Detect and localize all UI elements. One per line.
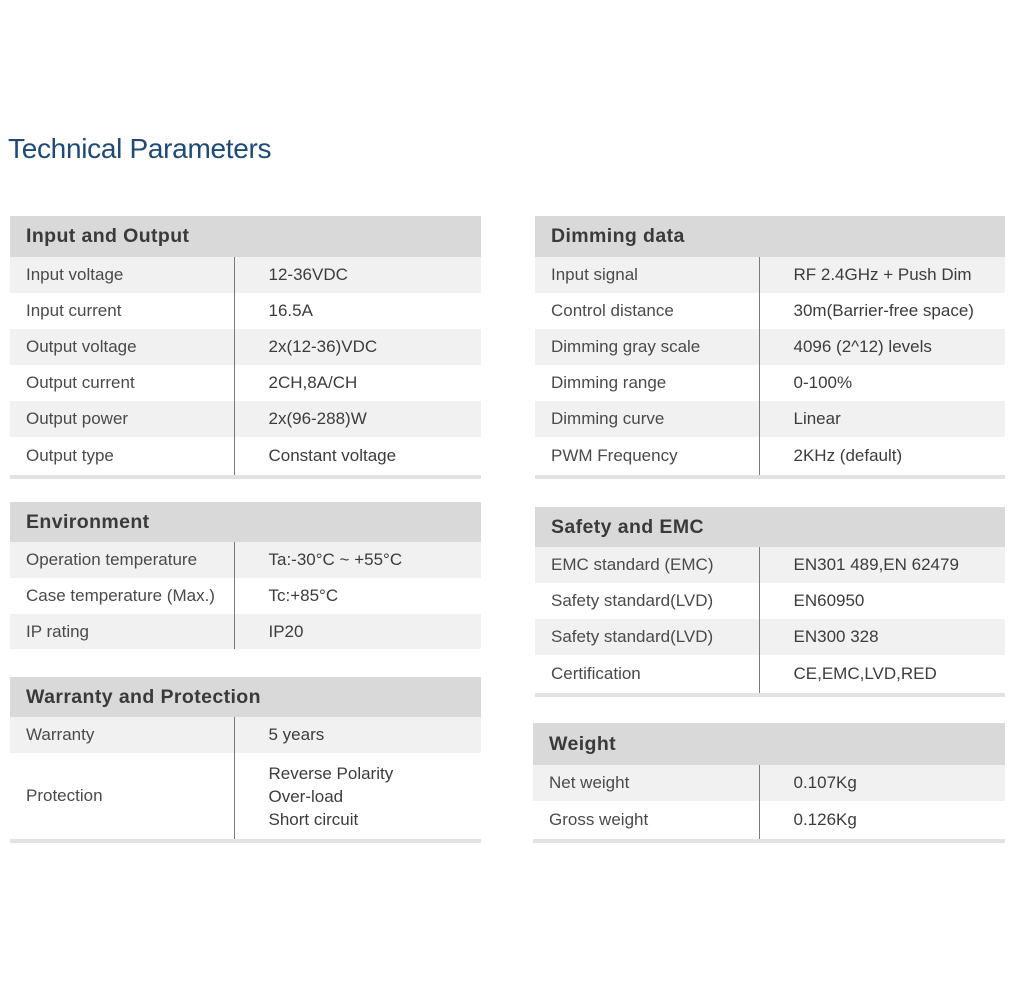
row-value: Ta:-30°C ~ +55°C — [234, 542, 481, 578]
row-label: Warranty — [10, 717, 234, 753]
input-output-header: Input and Output — [10, 216, 481, 257]
table-row — [535, 619, 1005, 655]
table-row — [10, 753, 481, 841]
row-label: Dimming gray scale — [535, 329, 759, 365]
row-value: 2x(96-288)W — [234, 401, 481, 437]
protection-item: Reverse Polarity — [268, 763, 394, 783]
table-row — [535, 365, 1005, 401]
safety-header: Safety and EMC — [535, 507, 1005, 547]
table-row — [535, 583, 1005, 619]
table-row — [10, 329, 481, 365]
row-label: Output power — [10, 401, 234, 437]
row-label: PWM Frequency — [535, 437, 759, 477]
table-row — [535, 547, 1005, 583]
row-label: Control distance — [535, 293, 759, 329]
input-output-table — [10, 216, 481, 479]
row-label: Input current — [10, 293, 234, 329]
row-value: IP20 — [234, 614, 481, 649]
row-value: 0-100% — [759, 365, 1005, 401]
row-value: 30m(Barrier-free space) — [759, 293, 1005, 329]
table-row — [535, 401, 1005, 437]
row-value: EN300 328 — [759, 619, 1005, 655]
dimming-header: Dimming data — [535, 216, 1005, 257]
environment-header: Environment — [10, 502, 481, 542]
protection-item: Short circuit — [268, 809, 359, 829]
table-row — [10, 578, 481, 614]
table-row — [535, 655, 1005, 695]
table-row — [10, 542, 481, 578]
row-label: Case temperature (Max.) — [10, 578, 234, 614]
table-row — [10, 293, 481, 329]
protection-item: Over-load — [268, 786, 344, 806]
row-value: 5 years — [234, 717, 481, 753]
row-label: EMC standard (EMC) — [535, 547, 759, 583]
row-value: Constant voltage — [234, 437, 481, 477]
row-value: RF 2.4GHz + Push Dim — [759, 257, 1005, 293]
table-row — [10, 717, 481, 753]
row-label: Gross weight — [533, 801, 759, 841]
table-row — [10, 614, 481, 649]
row-value: 2CH,8A/CH — [234, 365, 481, 401]
row-label: Dimming curve — [535, 401, 759, 437]
table-row — [535, 437, 1005, 477]
table-row — [535, 329, 1005, 365]
row-label: Dimming range — [535, 365, 759, 401]
table-row — [10, 437, 481, 477]
environment-table — [10, 502, 481, 649]
row-value: 0.107Kg — [759, 765, 1005, 801]
row-label: Safety standard(LVD) — [535, 619, 759, 655]
row-value: CE,EMC,LVD,RED — [759, 655, 1005, 695]
weight-table — [533, 723, 1005, 843]
row-label: Safety standard(LVD) — [535, 583, 759, 619]
row-value: EN301 489,EN 62479 — [759, 547, 1005, 583]
table-row — [535, 293, 1005, 329]
protection-label: Protection — [10, 753, 234, 841]
table-row — [10, 401, 481, 437]
row-value: 0.126Kg — [759, 801, 1005, 841]
row-value: EN60950 — [759, 583, 1005, 619]
warranty-header: Warranty and Protection — [10, 677, 481, 717]
table-row — [535, 257, 1005, 293]
row-label: Input signal — [535, 257, 759, 293]
page-title: Technical Parameters — [8, 133, 272, 164]
row-label: Certification — [535, 655, 759, 695]
dimming-table — [535, 216, 1005, 479]
row-label: Output type — [10, 437, 234, 477]
row-value: 4096 (2^12) levels — [759, 329, 1005, 365]
table-row — [533, 765, 1005, 801]
row-label: Output voltage — [10, 329, 234, 365]
row-label: Operation temperature — [10, 542, 234, 578]
row-value: 12-36VDC — [234, 257, 481, 293]
weight-header: Weight — [533, 723, 1005, 765]
row-label: Input voltage — [10, 257, 234, 293]
row-label: Net weight — [533, 765, 759, 801]
table-row — [533, 801, 1005, 841]
table-row — [10, 365, 481, 401]
row-value: Tc:+85°C — [234, 578, 481, 614]
row-value: 2KHz (default) — [759, 437, 1005, 477]
warranty-table — [10, 677, 481, 843]
row-value: 16.5A — [234, 293, 481, 329]
table-row — [10, 257, 481, 293]
row-label: Output current — [10, 365, 234, 401]
protection-values — [234, 753, 481, 841]
safety-table — [535, 507, 1005, 697]
row-value: Linear — [759, 401, 1005, 437]
row-value: 2x(12-36)VDC — [234, 329, 481, 365]
row-label: IP rating — [10, 614, 234, 649]
